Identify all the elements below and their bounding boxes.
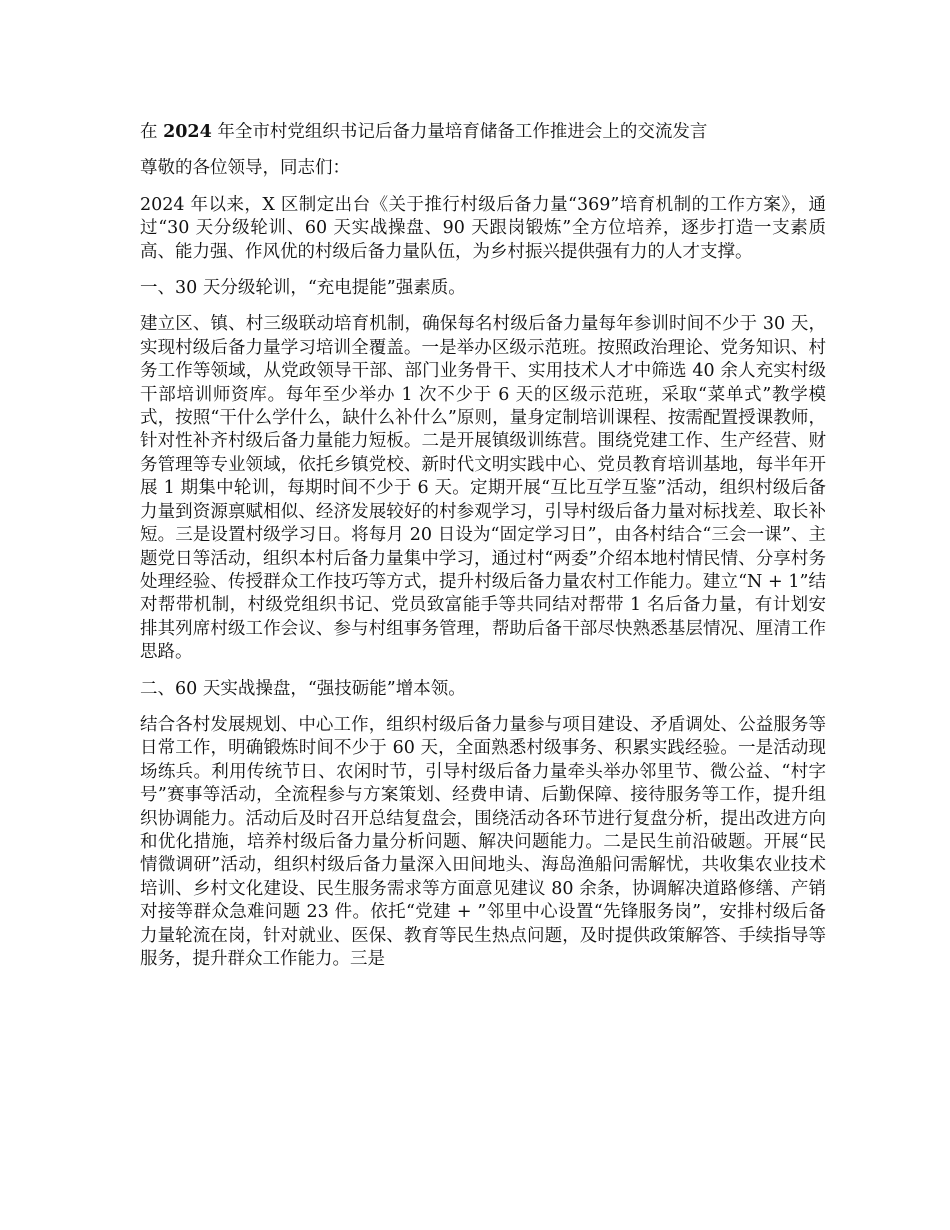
section-heading-1: 一、30 天分级轮训，“充电提能”强素质。 [140, 278, 466, 299]
intro-paragraph: 2024 年以来，X 区制定出台《关于推行村级后备力量“369”培育机制的工作方案》，通过“30 天分级轮训、60 天实战操盘、90 天跟岗锻炼”全方位培养，逐步打造一支素质高、能力强、作风优的村级后备力量队伍，为乡村振兴提供强有力的人才支撑。 [140, 194, 826, 262]
title-prefix: 在 [140, 122, 164, 142]
section-body-2: 结合各村发展规划、中心工作，组织村级后备力量参与项目建设、矛盾调处、公益服务等日常工作，明确锻炼时间不少于 60 天，全面熟悉村级事务、积累实践经验。一是活动现场练兵。利用传统节日、农闲时节，引导村级后备力量牵头举办邻里节、微公益、“村字号”赛事等活动，全流程参与方案策划、经费申请、后勤保障、接待服务等工作，提升组织协调能力。活动后及时召开总结复盘会，围绕活动各环节进行复盘分析，提出改进方向和优化措施，培养村级后备力量分析问题、解决问题能力。二是民生前沿破题。开展“民情微调研”活动，组织村级后备力量深入田间地头、海岛渔船问需解忧，共收集农业技术培训、乡村文化建设、民生服务需求等方面意见建议 80 余条，协调解决道路修缮、产销对接等群众急难问题 23 件。依托“党建 + ”邻里中心设置“先锋服务岗”，安排村级后备力量轮流在岗，针对就业、医保、教育等民生热点问题，及时提供政策解答、手续指导等服务，提升群众工作能力。三是 [140, 714, 826, 969]
title-suffix: 年全市村党组织书记后备力量培育储备工作推进会上的交流发言 [211, 122, 708, 142]
document-title [140, 121, 826, 144]
section-heading-2: 二、60 天实战操盘，“强技砺能”增本领。 [140, 678, 466, 699]
title-year: 2024 [163, 122, 212, 142]
salutation: 尊敬的各位领导，同志们： [140, 158, 350, 179]
document-page [140, 121, 826, 984]
section-body-1: 建立区、镇、村三级联动培育机制，确保每名村级后备力量每年参训时间不少于 30 天，实现村级后备力量学习培训全覆盖。一是举办区级示范班。按照政治理论、党务知识、村务工作等领域，从党政领导干部、部门业务骨干、实用技术人才中筛选 40 余人充实村级干部培训师资库。每年至少举办 1 次不少于 6 天的区级示范班，采取“菜单式”教学模式，按照“干什么学什么，缺什么补什么”原则，量身定制培训课程、按需配置授课教师，针对性补齐村级后备力量能力短板。二是开展镇级训练营。围绕党建工作、生产经营、财务管理等专业领域，依托乡镇党校、新时代文明实践中心、党员教育培训基地，每半年开展 1 期集中轮训，每期时间不少于 6 天。定期开展“互比互学互鉴”活动，组织村级后备力量到资源禀赋相似、经济发展较好的村参观学习，引导村级后备力量对标找差、取长补短。三是设置村级学习日。将每月 20 日设为“固定学习日”，由各村结合“三会一课”、主题党日等活动，组织本村后备力量集中学习，通过村“两委”介绍本地村情民情、分享村务处理经验、传授群众工作技巧等方式，提升村级后备力量农村工作能力。建立“N + 1”结对帮带机制，村级党组织书记、党员致富能手等共同结对帮带 1 名后备力量，有计划安排其列席村级工作会议、参与村组事务管理，帮助后备干部尽快熟悉基层情况、厘清工作思路。 [140, 314, 826, 663]
